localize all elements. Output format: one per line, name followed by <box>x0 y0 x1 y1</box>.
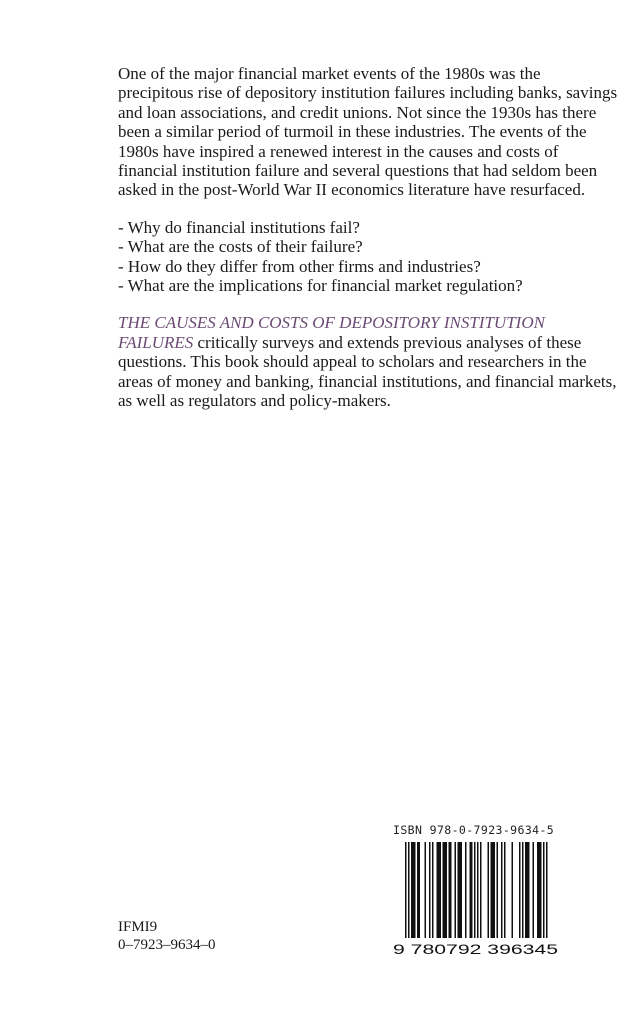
barcode-bar <box>501 842 503 938</box>
barcode-bar <box>450 842 452 938</box>
barcode-bar <box>491 842 493 938</box>
barcode-bar <box>425 842 427 938</box>
barcode <box>393 842 558 957</box>
barcode-bar <box>438 842 440 938</box>
question-list <box>118 218 618 296</box>
barcode-bar <box>465 842 467 938</box>
isbn-barcode-block <box>393 823 589 957</box>
barcode-bar <box>543 842 545 938</box>
barcode-bar <box>417 842 419 938</box>
barcode-bar <box>528 842 530 938</box>
barcode-bar <box>533 842 535 938</box>
summary-text: critically surveys and extends previous analyses of these questions. This book should appeal to scholars and researchers in the areas of money and banking, financial institutions, and financial markets, as well as regulators and policy-makers. <box>118 332 617 411</box>
barcode-bar <box>497 842 499 938</box>
barcode-bar <box>488 842 490 938</box>
barcode-bar <box>474 842 476 938</box>
barcode-bar <box>471 842 473 938</box>
barcode-bar <box>414 842 416 938</box>
barcode-bar <box>461 842 463 938</box>
summary-paragraph <box>118 313 618 410</box>
barcode-bar <box>492 842 494 938</box>
barcode-bar <box>437 842 439 938</box>
barcode-bar <box>459 842 461 938</box>
barcode-bar <box>432 842 434 938</box>
question-item: - What are the costs of their failure? <box>118 237 363 257</box>
barcode-bar <box>443 842 445 938</box>
barcode-bar <box>522 842 524 938</box>
back-cover-blurb <box>118 64 618 411</box>
series-info <box>118 918 216 954</box>
barcode-bar <box>411 842 413 938</box>
series-code: IFMI9 <box>118 919 158 935</box>
book-title: THE CAUSES AND COSTS OF DEPOSITORY INSTITUTION FAILURES <box>118 313 545 352</box>
barcode-bar <box>540 842 542 938</box>
barcode-bar <box>458 842 460 938</box>
barcode-bar <box>449 842 451 938</box>
barcode-bar <box>519 842 521 938</box>
barcode-bar <box>504 842 506 938</box>
question-item: - What are the implications for financial market regulation? <box>118 276 523 296</box>
barcode-bar <box>537 842 539 938</box>
question-item: - How do they differ from other firms and industries? <box>118 256 481 276</box>
barcode-bar <box>477 842 479 938</box>
barcode-bar <box>419 842 421 938</box>
barcode-bar <box>440 842 442 938</box>
barcode-digits: 9 780792 396345 <box>393 942 558 957</box>
series-number: 0–7923–9634–0 <box>118 937 216 953</box>
barcode-bar <box>512 842 514 938</box>
isbn-label: ISBN 978-0-7923-9634-5 <box>393 823 555 837</box>
barcode-bar <box>525 842 527 938</box>
barcode-bar <box>539 842 541 938</box>
barcode-bar <box>546 842 548 938</box>
barcode-bar <box>408 842 410 938</box>
barcode-bar <box>444 842 446 938</box>
barcode-bar <box>413 842 415 938</box>
barcode-bar <box>494 842 496 938</box>
barcode-bar <box>446 842 448 938</box>
barcode-bar <box>470 842 472 938</box>
intro-paragraph: One of the major financial market events of the 1980s was the precipitous rise of depository institution failures including banks, savings and loan associations, and credit unions. Not since the 1930s has there been a similar period of turmoil in these industries. The events of the 1980s have inspired a renewed interest in the causes and costs of financial institution failure and several questions that had seldom been asked in the post-World War II economics literature have resurfaced. <box>118 64 618 200</box>
barcode-bar <box>405 842 407 938</box>
barcode-bar <box>429 842 431 938</box>
barcode-bar <box>527 842 529 938</box>
barcode-bar <box>455 842 457 938</box>
question-item: - Why do financial institutions fail? <box>118 217 360 237</box>
barcode-bar <box>480 842 482 938</box>
